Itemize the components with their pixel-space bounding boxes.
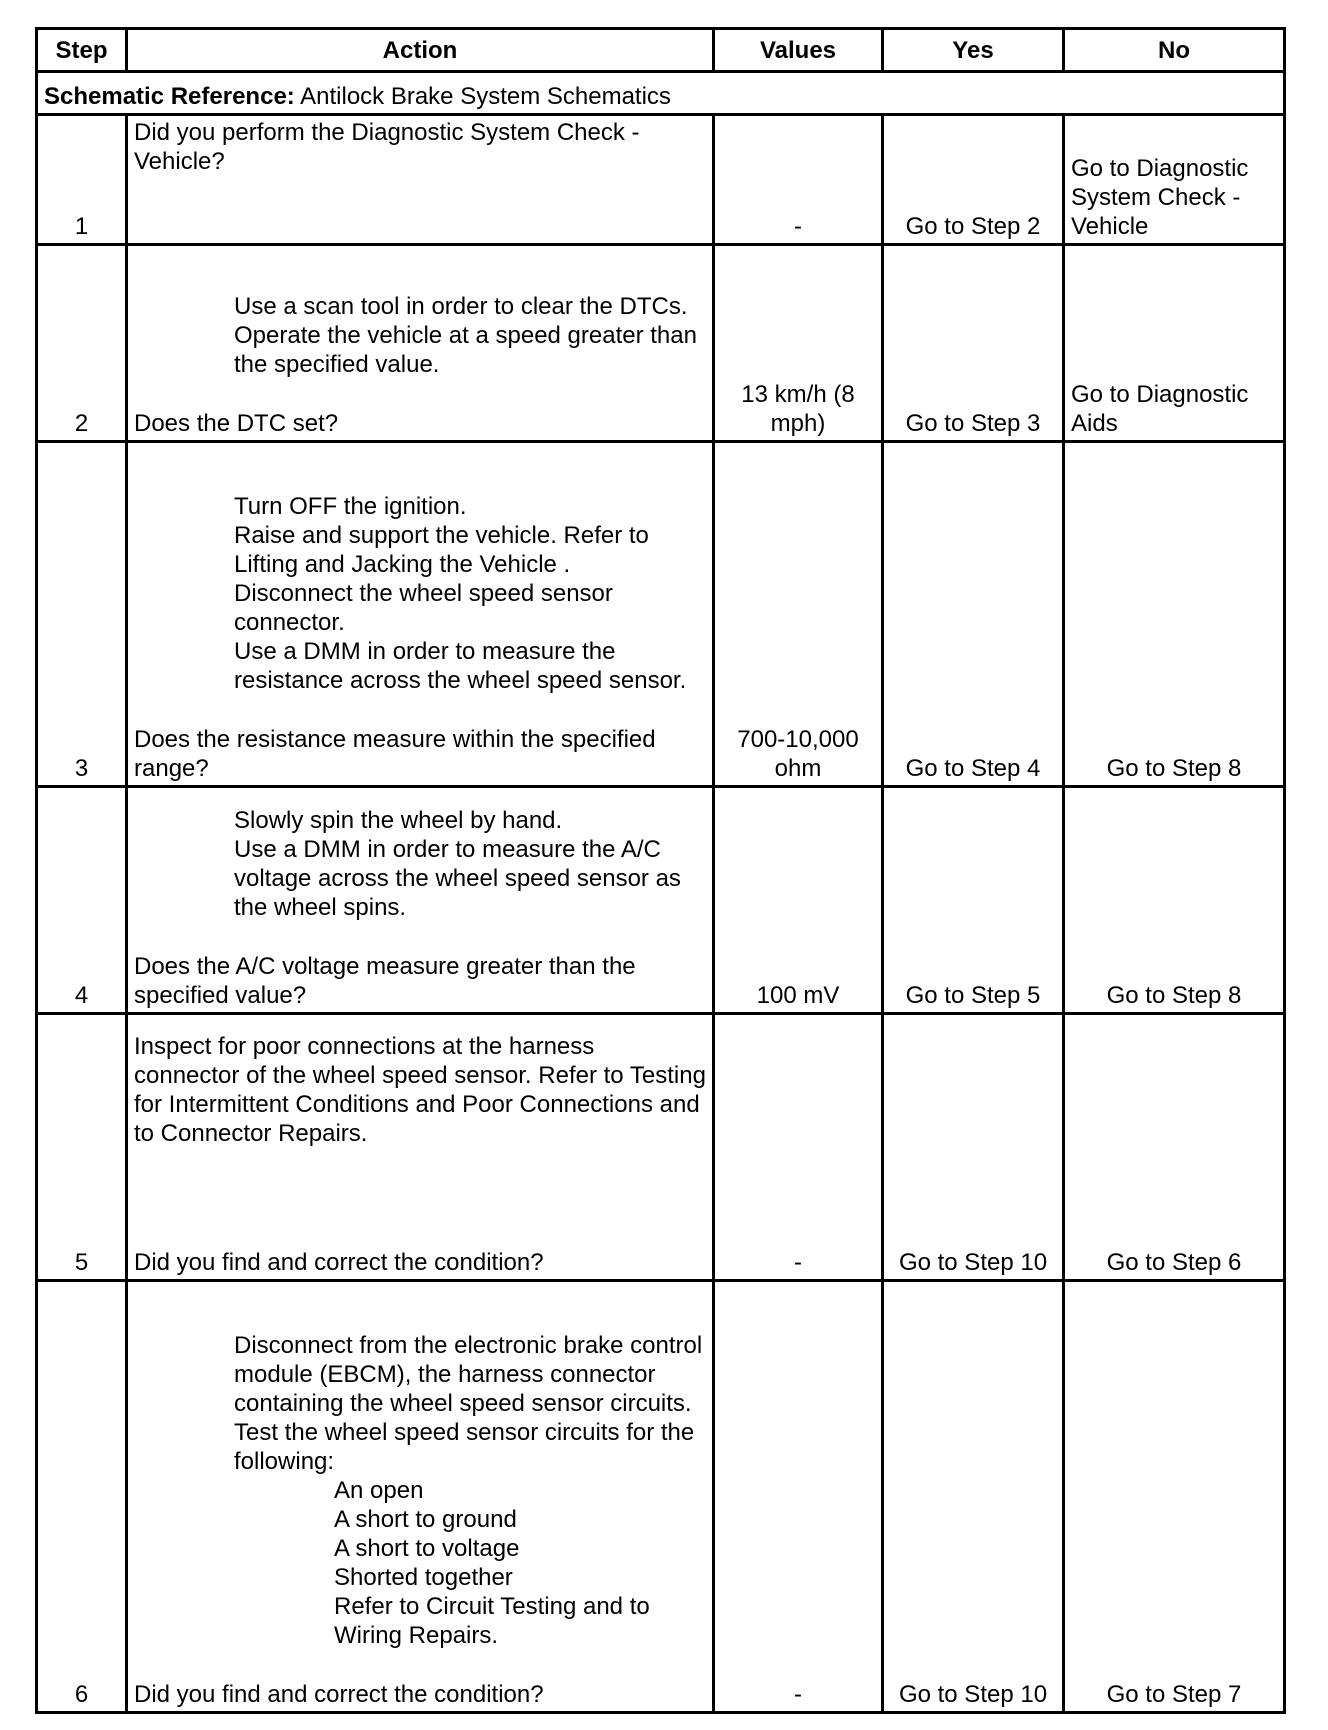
sub-substep: Shorted together	[334, 1564, 513, 1591]
action-cell	[127, 1281, 714, 1713]
step-number: 1	[37, 115, 127, 245]
value-cell: -	[714, 115, 883, 245]
header-no: No	[1064, 29, 1285, 72]
question-text: Does the DTC set?	[134, 410, 339, 437]
no-cell: Go to Step 7	[1064, 1281, 1285, 1713]
substep: Test the wheel speed sensor circuits for the following:	[234, 1419, 695, 1475]
no-cell: Go to Step 8	[1064, 442, 1285, 787]
sub-substep: A short to ground	[334, 1506, 517, 1533]
substep: Operate the vehicle at a speed greater than the specified value.	[234, 322, 697, 378]
action-cell	[127, 1014, 714, 1281]
header-row	[37, 29, 1285, 72]
question-text: Does the resistance measure within the specified range?	[134, 726, 656, 782]
yes-cell: Go to Step 10	[883, 1281, 1064, 1713]
sub-substep: An open	[334, 1477, 424, 1504]
diagnostic-table	[35, 27, 1286, 1714]
action-cell	[127, 115, 714, 245]
yes-cell: Go to Step 2	[883, 115, 1064, 245]
value-cell: 100 mV	[714, 787, 883, 1014]
header-yes: Yes	[883, 29, 1064, 72]
schematic-row	[37, 72, 1285, 115]
header-values: Values	[714, 29, 883, 72]
action-text: Did you perform the Diagnostic System Check - Vehicle?	[134, 119, 640, 175]
step-number: 2	[37, 245, 127, 442]
action-text: Inspect for poor connections at the harness connector of the wheel speed sensor. Refer to Testing for Intermittent Conditions and Poor Connections and to Connector Repairs.	[134, 1033, 706, 1147]
schematic-reference: Antilock Brake System Schematics	[300, 83, 671, 110]
yes-cell: Go to Step 10	[883, 1014, 1064, 1281]
no-cell: Go to Step 8	[1064, 787, 1285, 1014]
yes-cell: Go to Step 5	[883, 787, 1064, 1014]
question-text: Did you find and correct the condition?	[134, 1681, 544, 1708]
sub-substep: A short to voltage	[334, 1535, 520, 1562]
yes-cell: Go to Step 3	[883, 245, 1064, 442]
no-cell: Go to Diagnostic Aids	[1064, 245, 1285, 442]
schematic-label: Schematic Reference:	[44, 83, 295, 110]
table-row	[37, 1014, 1285, 1281]
substep: Disconnect from the electronic brake control module (EBCM), the harness connector containing the wheel speed sensor circuits.	[234, 1332, 703, 1417]
question-text: Did you find and correct the condition?	[134, 1249, 544, 1276]
step-number: 3	[37, 442, 127, 787]
step-number: 4	[37, 787, 127, 1014]
value-cell: -	[714, 1281, 883, 1713]
header-step: Step	[37, 29, 127, 72]
substep: Use a scan tool in order to clear the DTCs.	[234, 293, 688, 320]
substep: Use a DMM in order to measure the A/C voltage across the wheel speed sensor as the wheel spins.	[234, 836, 681, 921]
sub-substep: Refer to Circuit Testing and to Wiring Repairs.	[334, 1593, 650, 1649]
no-cell: Go to Diagnostic System Check - Vehicle	[1064, 115, 1285, 245]
table-row	[37, 442, 1285, 787]
value-cell: 13 km/h (8 mph)	[714, 245, 883, 442]
substep: Disconnect the wheel speed sensor connector.	[234, 580, 613, 636]
step-number: 5	[37, 1014, 127, 1281]
substep: Turn OFF the ignition.	[234, 493, 467, 520]
step-number: 6	[37, 1281, 127, 1713]
header-action: Action	[127, 29, 714, 72]
table-row	[37, 115, 1285, 245]
table-row	[37, 1281, 1285, 1713]
value-cell: -	[714, 1014, 883, 1281]
table-row	[37, 245, 1285, 442]
action-cell	[127, 442, 714, 787]
action-cell	[127, 787, 714, 1014]
substep: Use a DMM in order to measure the resistance across the wheel speed sensor.	[234, 638, 687, 694]
substep: Slowly spin the wheel by hand.	[234, 807, 563, 834]
no-cell: Go to Step 6	[1064, 1014, 1285, 1281]
table-row	[37, 787, 1285, 1014]
action-cell	[127, 245, 714, 442]
substep: Raise and support the vehicle. Refer to Lifting and Jacking the Vehicle .	[234, 522, 649, 578]
question-text: Does the A/C voltage measure greater than the specified value?	[134, 953, 636, 1009]
yes-cell: Go to Step 4	[883, 442, 1064, 787]
value-cell: 700-10,000 ohm	[714, 442, 883, 787]
